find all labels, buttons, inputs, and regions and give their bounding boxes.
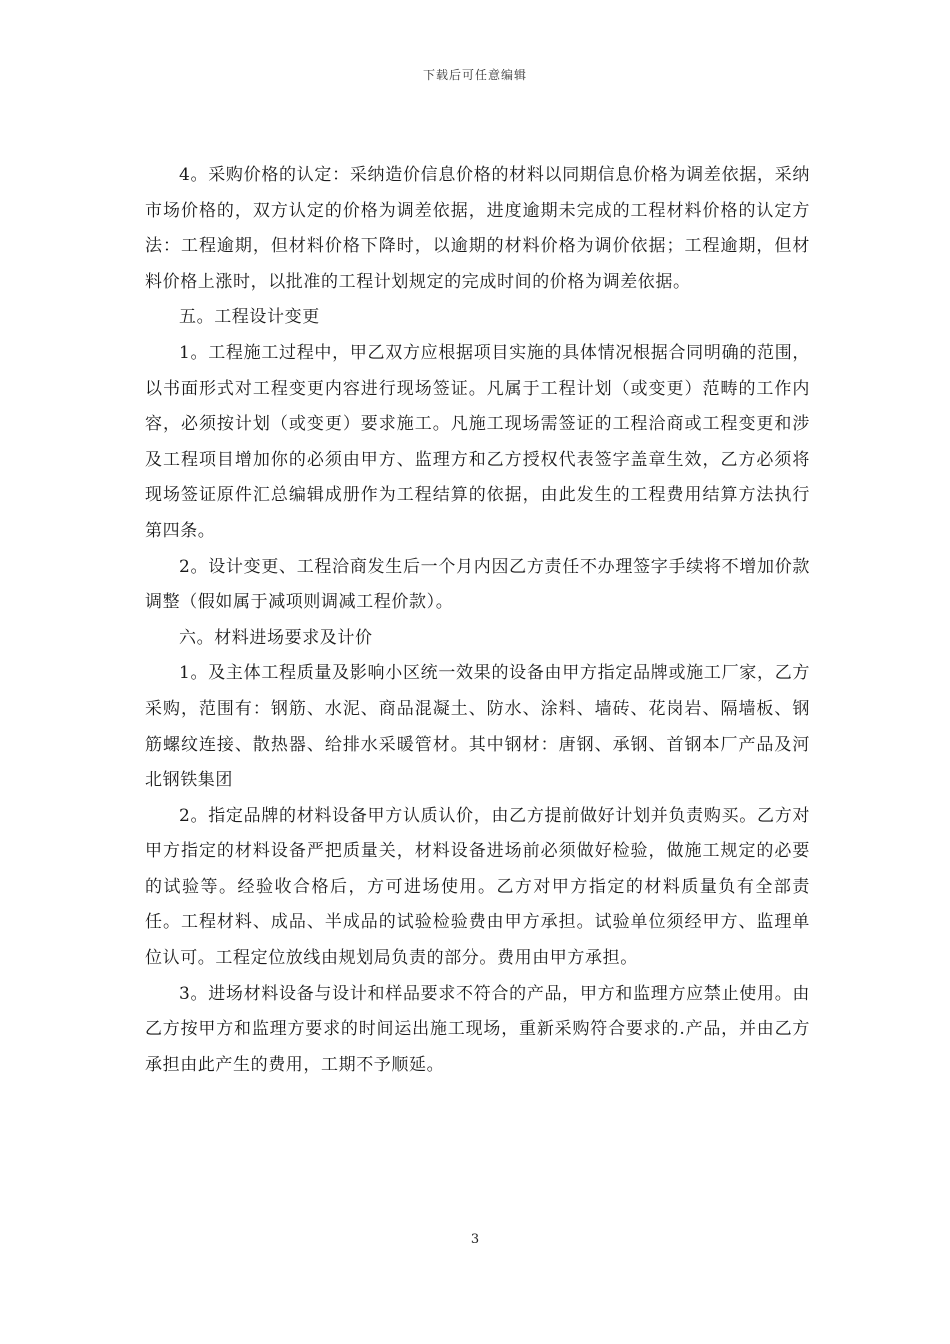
page-header: 下载后可任意编辑 <box>422 68 527 82</box>
paragraph-price-determination: 4。采购价格的认定：采纳造价信息价格的材料以同期信息价格为调差依据，采纳市场价格的，双方认定的价格为调差依据，进度逾期未完成的工程材料价格的认定方法：工程逾期，但材料价格下降时，以逾期的材料价格为调价依据；工程逾期，但材料价格上涨时，以批准的工程计划规定的完成时间的价格为调差依据。 <box>145 165 810 292</box>
paragraph-designated-brands: 1。及主体工程质量及影响小区统一效果的设备由甲方指定品牌或施工厂家，乙方采购，范围有：钢筋、水泥、商品混凝土、防水、涂料、墙砖、花岗岩、隔墙板、钢筋螺纹连接、散热器、给排水采暖管材。其中钢材：唐钢、承钢、首钢本厂产品及河北钢铁集团 <box>145 663 810 791</box>
document-body <box>145 158 810 1083</box>
section-heading-design-change: 五。工程设计变更 <box>179 307 320 328</box>
paragraph-nonconforming-materials: 3。进场材料设备与设计和样品要求不符合的产品，甲方和监理方应禁止使用。由乙方按甲方和监理方要求的时间运出施工现场，重新采购符合要求的.产品，并由乙方承担由此产生的费用，工期不予顺延。 <box>145 983 810 1075</box>
paragraph-quality-inspection: 2。指定品牌的材料设备甲方认质认价，由乙方提前做好计划并负责购买。乙方对甲方指定的材料设备严把质量关，材料设备进场前必须做好检验，做施工规定的必要的试验等。经验收合格后，方可进场使用。乙方对甲方指定的材料质量负有全部责任。工程材料、成品、半成品的试验检验费由甲方承担。试验单位须经甲方、监理单位认可。工程定位放线由规划局负责的部分。费用由甲方承担。 <box>145 805 810 969</box>
paragraph-signature-deadline: 2。设计变更、工程洽商发生后一个月内因乙方责任不办理签字手续将不增加价款调整（假如属于减项则调减工程价款）。 <box>145 556 810 613</box>
paragraph-site-visa: 1。工程施工过程中，甲乙双方应根据项目实施的具体情况根据合同明确的范围，以书面形式对工程变更内容进行现场签证。凡属于工程计划（或变更）范畴的工作内容，必须按计划（或变更）要求施工。凡施工现场需签证的工程洽商或工程变更和涉及工程项目增加你的必须由甲方、监理方和乙方授权代表签字盖章生效，乙方必须将现场签证原件汇总编辑成册作为工程结算的依据，由此发生的工程费用结算方法执行第四条。 <box>145 342 810 541</box>
section-heading-materials: 六。材料进场要求及计价 <box>179 627 373 648</box>
page-number: 3 <box>470 1232 480 1247</box>
